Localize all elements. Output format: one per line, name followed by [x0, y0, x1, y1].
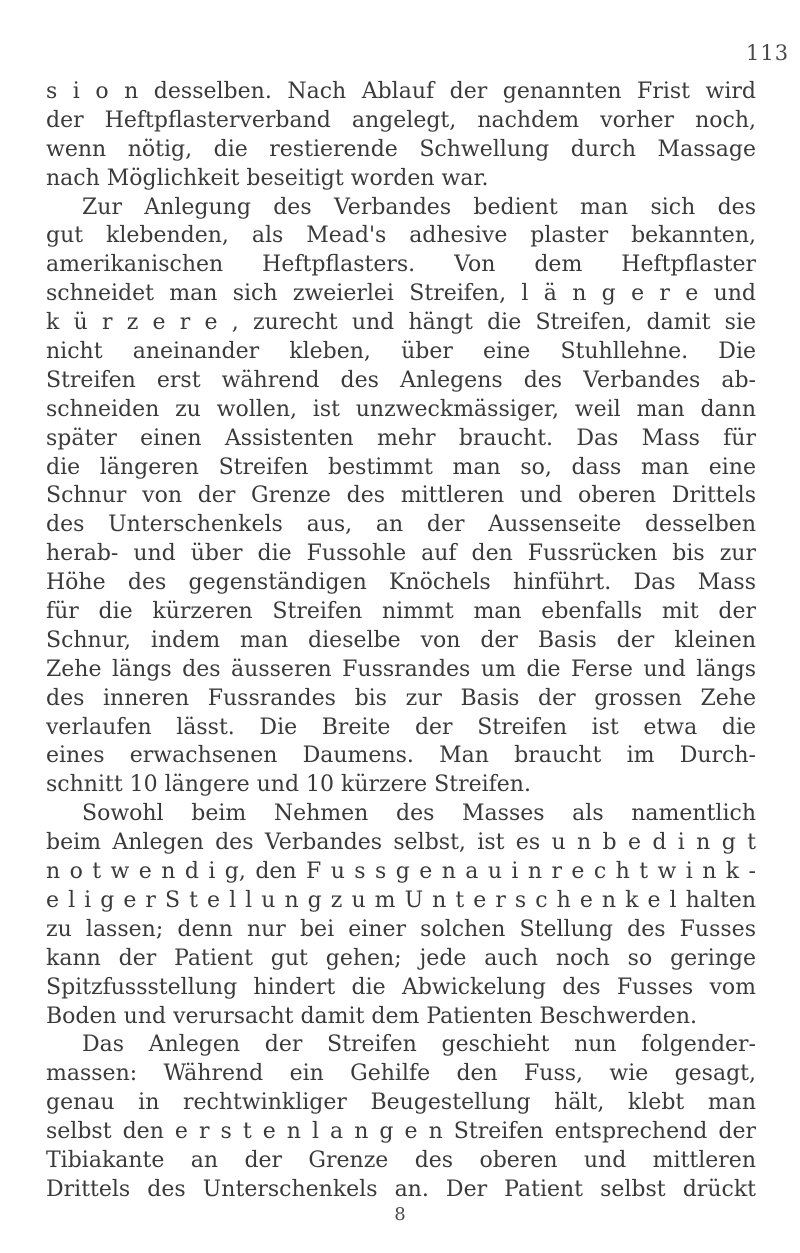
text-line: Das Anlegen der Streifen geschieht nun folgender- — [82, 1032, 756, 1058]
text-line: der Heftpflasterverband angelegt, nachdem vorher noch, — [46, 107, 756, 133]
text-line: eines erwachsenen Daumens. Man braucht im Durch- — [46, 743, 756, 769]
text-line: Zur Anlegung des Verbandes bedient man sich des — [82, 194, 756, 220]
text-line: Tibiakante an der Grenze des oberen und mittleren — [46, 1147, 756, 1173]
text-line: schneidet man sich zweierlei Streifen, l ä n g e r e und — [46, 281, 756, 307]
text-line: s i o n desselben. Nach Ablauf der genannten Frist wird — [46, 79, 756, 104]
text-line: amerikanischen Heftpflasters. Von dem Heftpflaster — [46, 252, 756, 278]
text-line: des inneren Fussrandes bis zur Basis der grossen Zehe — [46, 685, 756, 711]
text-line: k ü r z e r e , zurecht und hängt die Streifen, damit sie — [46, 310, 756, 336]
text-line: beim Anlegen des Verbandes selbst, ist es u n b e d i n g t — [46, 830, 756, 856]
text-line: zu lassen; denn nur bei einer solchen Stellung des Fusses — [46, 916, 756, 942]
signature-mark: 8 — [394, 1204, 406, 1225]
text-line: Höhe des gegenständigen Knöchels hinführt. Das Mass — [46, 570, 756, 596]
text-line: später einen Assistenten mehr braucht. Das Mass für — [46, 425, 756, 451]
body-text — [46, 78, 756, 1205]
text-line: Boden und verursacht damit dem Patienten Beschwerden. — [46, 1003, 697, 1029]
text-line: Schnur, indem man dieselbe von der Basis der kleinen — [46, 627, 756, 653]
text-line: kann der Patient gut gehen; jede auch noch so geringe — [46, 945, 756, 971]
text-line: n o t w e n d i g, den F u s s g e n a u i n r e c h t w i n k - — [46, 859, 756, 885]
text-line: Schnur von der Grenze des mittleren und oberen Drittels — [46, 483, 756, 509]
text-line: herab- und über die Fussohle auf den Fussrücken bis zur — [46, 541, 756, 567]
text-line: wenn nötig, die restierende Schwellung durch Massage — [46, 136, 756, 162]
text-line: schnitt 10 längere und 10 kürzere Streifen. — [46, 772, 531, 798]
text-line: Spitzfussstellung hindert die Abwickelung des Fusses vom — [46, 974, 756, 1000]
text-line: massen: Während ein Gehilfe den Fuss, wie gesagt, — [46, 1061, 756, 1087]
text-line: die längeren Streifen bestimmt man so, dass man eine — [46, 454, 756, 480]
text-line: genau in rechtwinkliger Beugestellung hält, klebt man — [46, 1090, 756, 1116]
text-line: Zehe längs des äusseren Fussrandes um die Ferse und längs — [46, 656, 756, 682]
text-line: schneiden zu wollen, ist unzweckmässiger, weil man dann — [46, 396, 756, 422]
text-line: nach Möglichkeit beseitigt worden war. — [46, 165, 489, 191]
text-line: für die kürzeren Streifen nimmt man ebenfalls mit der — [46, 599, 756, 625]
text-line: e l i g e r S t e l l u n g z u m U n t e r s c h e n k e l halten — [46, 887, 756, 913]
text-line: Sowohl beim Nehmen des Masses als namentlich — [82, 801, 756, 827]
text-line: selbst den e r s t e n l a n g e n Streifen entsprechend der — [46, 1119, 756, 1145]
text-line: Drittels des Unterschenkels an. Der Patient selbst drückt — [46, 1176, 756, 1202]
text-line: nicht aneinander kleben, über eine Stuhllehne. Die — [46, 339, 756, 365]
page-number: 113 — [746, 41, 790, 65]
text-line: gut klebenden, als Mead's adhesive plaster bekannten, — [46, 223, 756, 249]
text-line: des Unterschenkels aus, an der Aussenseite desselben — [46, 512, 756, 538]
text-line: Streifen erst während des Anlegens des Verbandes ab- — [46, 367, 756, 393]
text-line: verlaufen lässt. Die Breite der Streifen ist etwa die — [46, 714, 756, 740]
